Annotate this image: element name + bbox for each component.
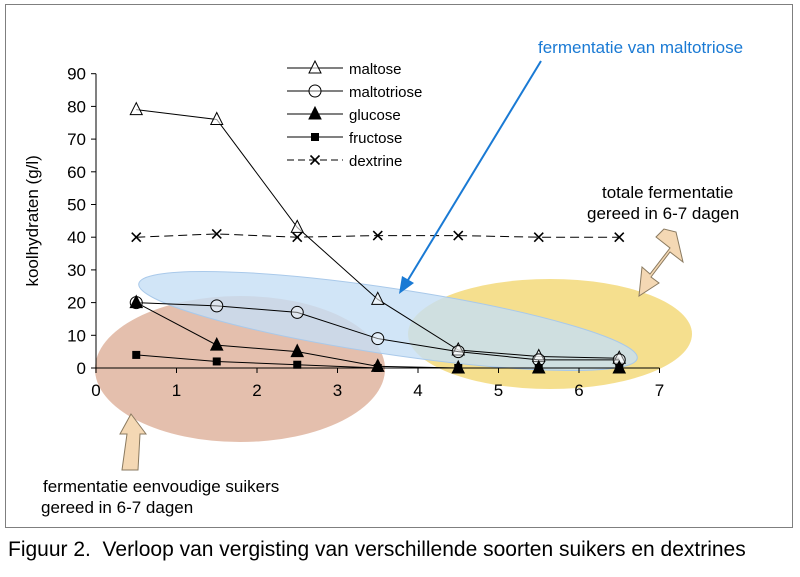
figure-caption: Figuur 2. Verloop van vergisting van verschillende soorten suikers en dextrines: [8, 538, 746, 561]
y-tick-label: 20: [67, 293, 86, 313]
x-tick-label: 2: [252, 381, 262, 400]
legend-label: maltotriose: [349, 84, 423, 101]
point-fructose: [213, 357, 221, 365]
x-tick-label: 3: [332, 381, 343, 400]
y-tick-label: 30: [67, 260, 86, 280]
legend-label: maltose: [349, 61, 402, 78]
point-fructose: [535, 364, 543, 372]
point-maltose: [309, 61, 321, 73]
point-fructose: [615, 364, 623, 372]
maltotriose-annotation: fermentatie van maltotriose: [538, 38, 744, 57]
y-tick-label: 0: [76, 359, 86, 378]
simple-annotation-line2: gereed in 6-7 dagen: [41, 498, 194, 517]
legend: [287, 61, 422, 170]
maltotriose-arrow-shaft: [408, 61, 541, 280]
point-maltotriose: [211, 300, 223, 312]
total-block-arrow: [639, 229, 683, 296]
x-tick-label: 7: [654, 381, 665, 400]
point-fructose: [132, 351, 140, 359]
simple-annotation-line1: fermentatie eenvoudige suikers: [43, 477, 280, 496]
point-fructose: [374, 364, 382, 372]
total-annotation-line1: totale fermentatie: [602, 183, 734, 202]
x-tick-label: 4: [413, 381, 423, 400]
x-tick-label: 5: [493, 381, 504, 400]
y-tick-label: 50: [67, 195, 86, 215]
x-tick-label: 1: [171, 381, 182, 400]
point-fructose: [454, 364, 462, 372]
point-maltotriose: [372, 333, 384, 345]
point-maltotriose: [291, 306, 303, 318]
y-tick-label: 40: [67, 228, 86, 248]
point-maltose: [130, 103, 142, 115]
y-tick-label: 90: [67, 64, 86, 84]
point-fructose: [311, 133, 319, 141]
y-tick-label: 70: [67, 130, 86, 150]
point-maltotriose: [452, 346, 464, 358]
y-axis-label: koolhydraten (g/l): [23, 155, 42, 287]
total-block-arrow-body: [639, 229, 683, 296]
highlight-ellipses: [95, 251, 692, 442]
legend-label: fructose: [349, 130, 403, 147]
x-tick-label: 0: [91, 381, 101, 400]
legend-label: glucose: [349, 107, 401, 124]
point-fructose: [293, 361, 301, 369]
y-tick-label: 80: [67, 97, 86, 117]
point-maltotriose: [309, 85, 321, 97]
total-annotation-line2: gereed in 6-7 dagen: [587, 204, 740, 223]
legend-label: dextrine: [349, 153, 403, 170]
y-tick-label: 60: [67, 162, 86, 182]
y-tick-label: 10: [67, 326, 86, 346]
point-glucose: [309, 107, 321, 119]
x-tick-label: 6: [574, 381, 584, 400]
